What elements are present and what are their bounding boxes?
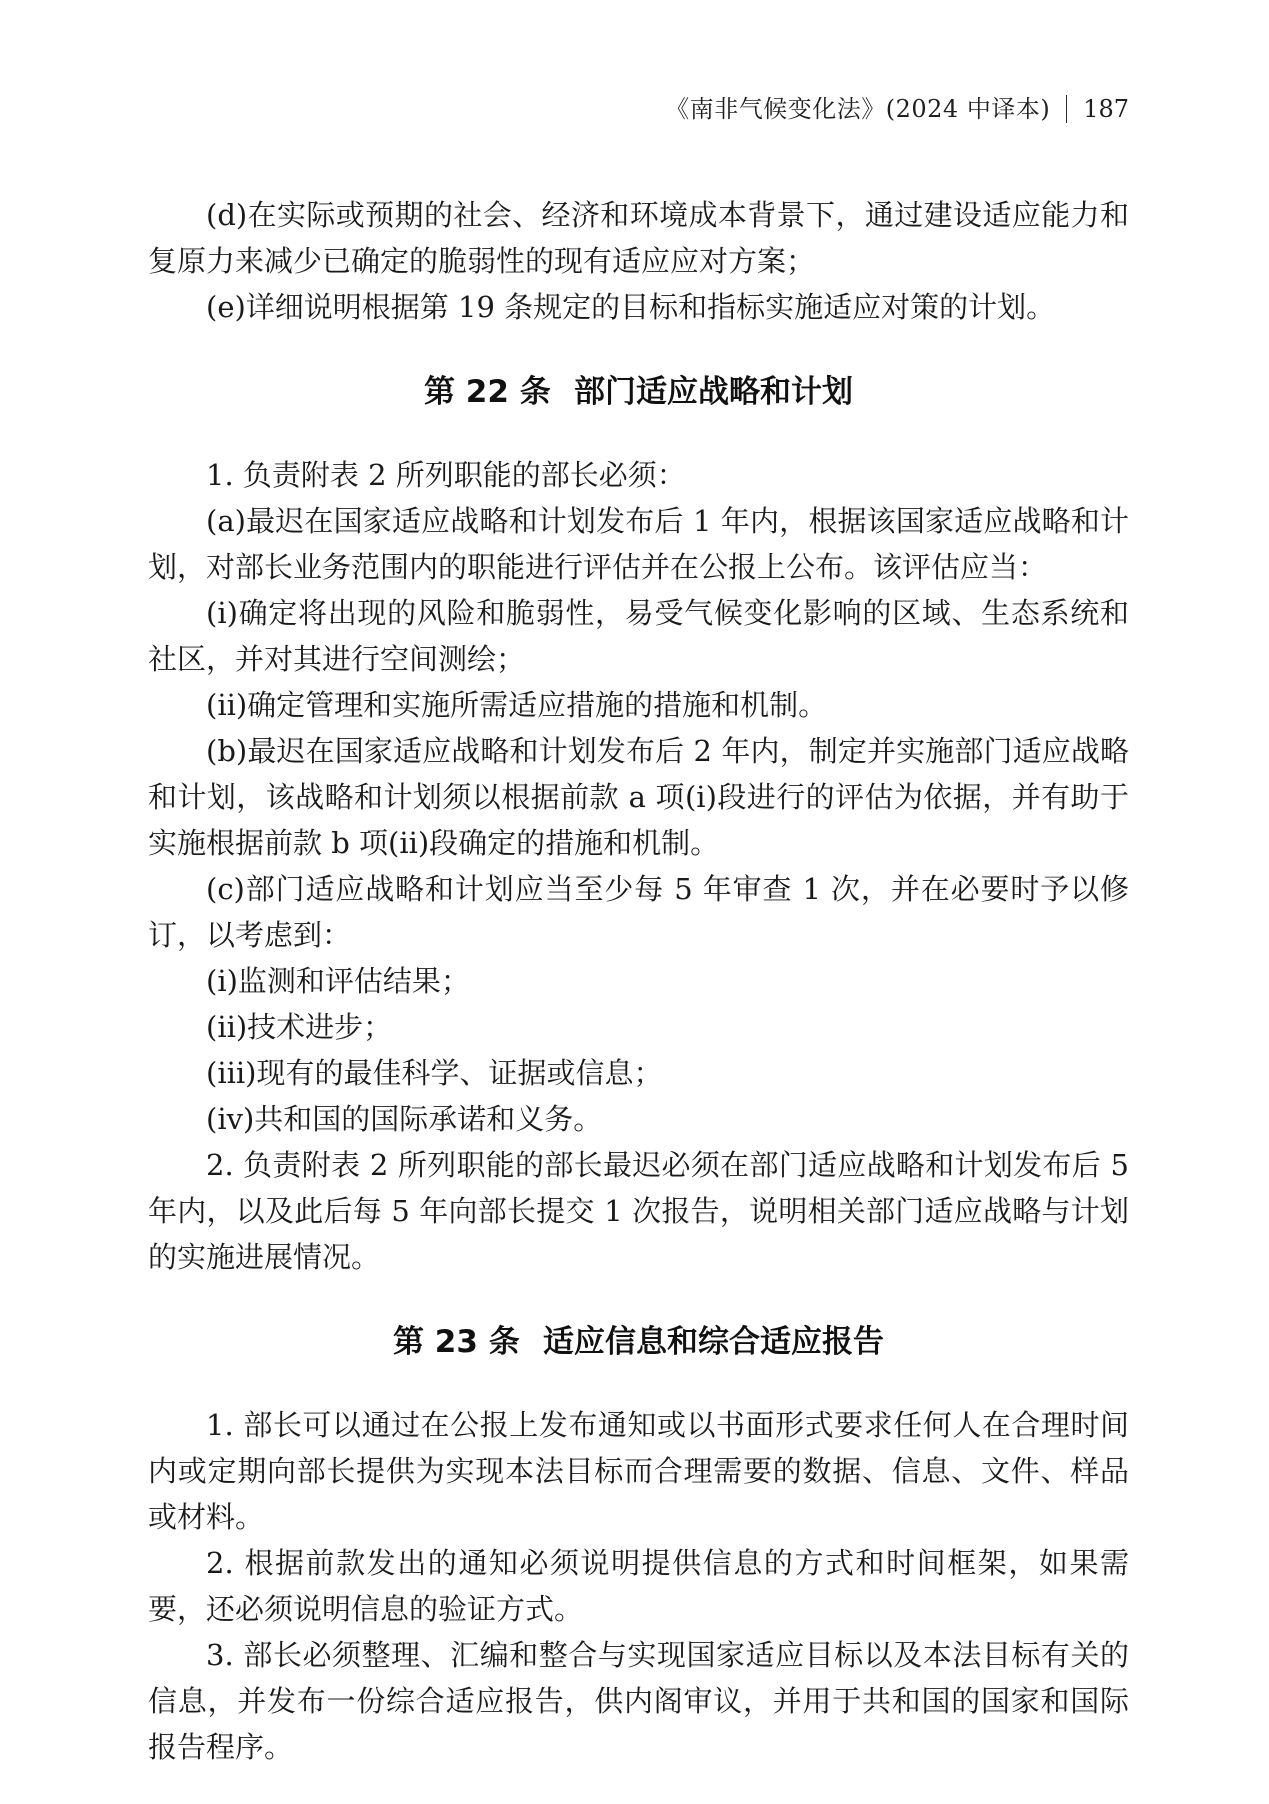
article-23-title: 适应信息和综合适应报告: [542, 1324, 884, 1360]
article-23-heading: [148, 1320, 1129, 1364]
article-23-paragraph-1: 1. 部长可以通过在公报上发布通知或以书面形式要求任何人在合理时间内或定期向部长提供为实现本法目标而合理需要的数据、信息、文件、样品或材料。: [148, 1408, 1129, 1534]
article-22-paragraph-c-i: (i)监测和评估结果；: [206, 964, 470, 998]
article-22-paragraph-b: (b)最迟在国家适应战略和计划发布后 2 年内，制定并实施部门适应战略和计划，该战略和计划须以根据前款 a 项(i)段进行的评估为依据，并有助于实施根据前款 b 项(ii)段确定的措施和机制。: [148, 734, 1129, 860]
article-23-number: 第 23 条: [393, 1324, 520, 1360]
article-23-paragraph-2: 2. 根据前款发出的通知必须说明提供信息的方式和时间框架，如果需要，还必须说明信息的验证方式。: [148, 1546, 1129, 1626]
article-22-paragraph-1: 1. 负责附表 2 所列职能的部长必须：: [206, 458, 686, 492]
article-22-paragraph-c-iii: (iii)现有的最佳科学、证据或信息；: [206, 1056, 663, 1090]
running-header: [148, 92, 1129, 126]
article-22-paragraph-c-iv: (iv)共和国的国际承诺和义务。: [206, 1102, 603, 1136]
article-22-heading: [148, 370, 1129, 414]
article-22-paragraph-2: 2. 负责附表 2 所列职能的部长最迟必须在部门适应战略和计划发布后 5 年内，以及此后每 5 年向部长提交 1 次报告，说明相关部门适应战略与计划的实施进展情况。: [148, 1148, 1129, 1274]
page-number: 187: [1083, 95, 1129, 123]
running-title: 《南非气候变化法》(2024 中译本): [665, 95, 1051, 123]
article-22-paragraph-a: (a)最迟在国家适应战略和计划发布后 1 年内，根据该国家适应战略和计划，对部长业务范围内的职能进行评估并在公报上公布。该评估应当：: [148, 504, 1129, 584]
article-22-paragraph-a-ii: (ii)确定管理和实施所需适应措施的措施和机制。: [206, 688, 828, 722]
article-22-paragraph-c-ii: (ii)技术进步；: [206, 1010, 393, 1044]
article-22-paragraph-c: (c)部门适应战略和计划应当至少每 5 年审查 1 次，并在必要时予以修订，以考虑到：: [148, 872, 1129, 952]
article-22-title: 部门适应战略和计划: [573, 374, 853, 410]
page-body: [148, 192, 1129, 1770]
article-22-paragraph-a-i: (i)确定将出现的风险和脆弱性，易受气候变化影响的区域、生态系统和社区，并对其进行空间测绘；: [148, 596, 1129, 676]
paragraph-d: (d)在实际或预期的社会、经济和环境成本背景下，通过建设适应能力和复原力来减少已确定的脆弱性的现有适应应对方案；: [148, 198, 1129, 278]
header-divider-rule: [1066, 95, 1067, 123]
paragraph-e: (e)详细说明根据第 19 条规定的目标和指标实施适应对策的计划。: [206, 290, 1056, 324]
article-22-number: 第 22 条: [424, 374, 551, 410]
article-23-paragraph-3: 3. 部长必须整理、汇编和整合与实现国家适应目标以及本法目标有关的信息，并发布一份综合适应报告，供内阁审议，并用于共和国的国家和国际报告程序。: [148, 1638, 1129, 1764]
